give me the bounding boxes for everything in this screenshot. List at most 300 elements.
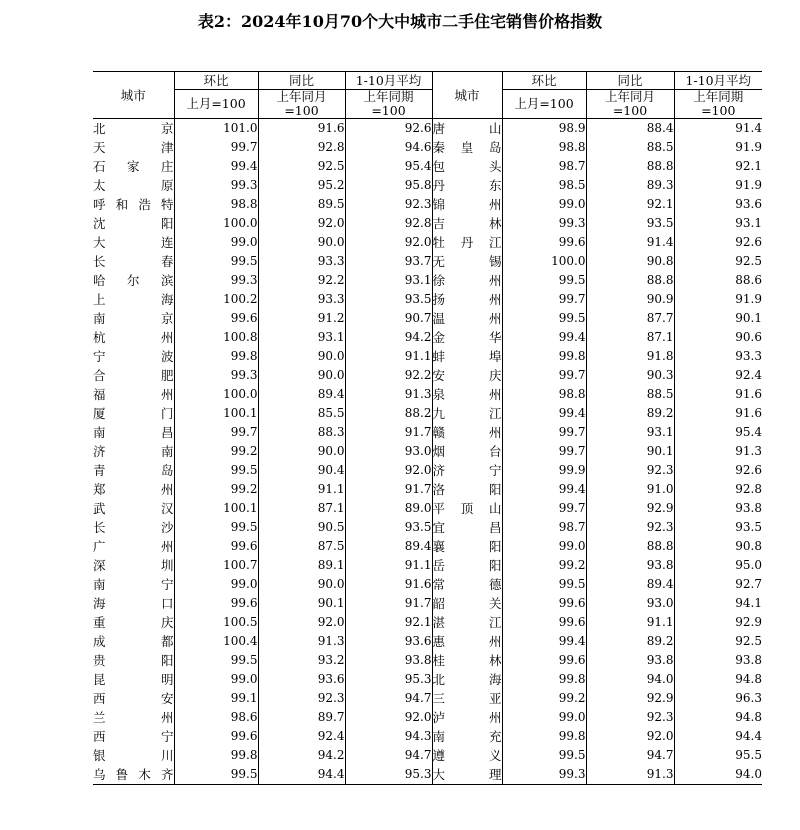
value-cell: 92.9 [586,499,674,518]
value-cell: 99.5 [174,651,258,670]
city-cell: 洛阳 [432,482,502,497]
value-cell: 92.0 [586,727,674,746]
table-row [93,366,762,385]
city-cell: 遵义 [432,748,502,763]
value-cell: 99.6 [174,309,258,328]
header-avg-base-right: 上年同期 =100 [674,90,762,119]
city-cell: 深圳 [93,558,174,573]
value-cell: 99.1 [174,689,258,708]
value-cell: 88.4 [586,119,674,139]
city-cell: 福州 [93,387,174,402]
city-cell: 蚌埠 [432,349,502,364]
value-cell: 93.6 [258,670,345,689]
value-cell: 99.7 [502,366,586,385]
table-row [93,575,762,594]
city-cell: 贵阳 [93,653,174,668]
table-row [93,328,762,347]
value-cell: 95.3 [345,765,432,785]
value-cell: 87.1 [586,328,674,347]
price-index-table [93,71,762,785]
value-cell: 92.7 [674,575,762,594]
value-cell: 99.6 [174,727,258,746]
value-cell: 98.7 [502,518,586,537]
city-cell: 安庆 [432,368,502,383]
value-cell: 94.7 [345,689,432,708]
value-cell: 93.8 [345,651,432,670]
city-cell: 丹东 [432,178,502,193]
table-row [93,214,762,233]
value-cell: 98.6 [174,708,258,727]
value-cell: 91.6 [258,119,345,139]
value-cell: 94.3 [345,727,432,746]
value-cell: 100.2 [174,290,258,309]
table-row [93,271,762,290]
table-row [93,689,762,708]
value-cell: 99.8 [174,347,258,366]
city-cell: 岳阳 [432,558,502,573]
value-cell: 93.5 [586,214,674,233]
value-cell: 89.4 [345,537,432,556]
value-cell: 95.4 [674,423,762,442]
value-cell: 99.2 [174,442,258,461]
city-cell: 西安 [93,691,174,706]
city-cell: 上海 [93,292,174,307]
header-avg-left: 1-10月平均 [345,72,432,90]
value-cell: 99.2 [502,689,586,708]
city-cell: 大连 [93,235,174,250]
value-cell: 94.8 [674,708,762,727]
value-cell: 93.6 [674,195,762,214]
value-cell: 95.4 [345,157,432,176]
city-cell: 石家庄 [93,159,174,174]
value-cell: 94.2 [345,328,432,347]
value-cell: 90.0 [258,575,345,594]
value-cell: 94.4 [674,727,762,746]
value-cell: 93.3 [674,347,762,366]
value-cell: 99.4 [502,328,586,347]
city-cell: 宜昌 [432,520,502,535]
city-cell: 桂林 [432,653,502,668]
value-cell: 99.6 [502,594,586,613]
value-cell: 100.0 [174,214,258,233]
value-cell: 90.8 [674,537,762,556]
value-cell: 100.0 [502,252,586,271]
city-cell: 锦州 [432,197,502,212]
value-cell: 88.8 [586,157,674,176]
city-cell: 西宁 [93,729,174,744]
value-cell: 94.0 [586,670,674,689]
value-cell: 92.0 [258,613,345,632]
header-yoy-left: 同比 [258,72,345,90]
value-cell: 89.1 [258,556,345,575]
value-cell: 92.3 [258,689,345,708]
table-row [93,556,762,575]
value-cell: 93.5 [345,518,432,537]
city-cell: 合肥 [93,368,174,383]
city-cell: 金华 [432,330,502,345]
table-row [93,499,762,518]
value-cell: 100.7 [174,556,258,575]
value-cell: 92.5 [258,157,345,176]
value-cell: 90.0 [258,442,345,461]
value-cell: 93.1 [674,214,762,233]
value-cell: 92.5 [674,252,762,271]
header-city-left: 城市 [93,72,174,119]
value-cell: 90.1 [586,442,674,461]
value-cell: 91.3 [258,632,345,651]
value-cell: 92.4 [258,727,345,746]
value-cell: 99.3 [174,271,258,290]
city-cell: 三亚 [432,691,502,706]
city-cell: 呼和浩特 [93,197,174,212]
city-cell: 长沙 [93,520,174,535]
value-cell: 87.7 [586,309,674,328]
table-row [93,613,762,632]
city-cell: 郑州 [93,482,174,497]
table-row [93,651,762,670]
value-cell: 90.1 [674,309,762,328]
table-row [93,157,762,176]
value-cell: 92.2 [258,271,345,290]
value-cell: 94.7 [345,746,432,765]
city-cell: 常德 [432,577,502,592]
value-cell: 92.9 [586,689,674,708]
value-cell: 99.0 [502,195,586,214]
value-cell: 87.1 [258,499,345,518]
city-cell: 乌鲁木齐 [93,765,174,785]
city-cell: 济南 [93,444,174,459]
header-city-right: 城市 [432,72,502,119]
value-cell: 89.4 [586,575,674,594]
value-cell: 89.4 [258,385,345,404]
value-cell: 92.0 [345,233,432,252]
city-cell: 杭州 [93,330,174,345]
value-cell: 91.2 [258,309,345,328]
city-cell: 无锡 [432,254,502,269]
value-cell: 92.6 [345,119,432,139]
city-cell: 银川 [93,748,174,763]
value-cell: 89.2 [586,404,674,423]
city-cell: 惠州 [432,634,502,649]
value-cell: 88.8 [586,537,674,556]
value-cell: 94.6 [345,138,432,157]
city-cell: 南昌 [93,425,174,440]
value-cell: 98.5 [502,176,586,195]
value-cell: 89.7 [258,708,345,727]
value-cell: 88.8 [586,271,674,290]
value-cell: 99.9 [502,461,586,480]
value-cell: 99.4 [502,404,586,423]
city-cell: 唐山 [432,119,502,139]
city-cell: 广州 [93,539,174,554]
value-cell: 100.8 [174,328,258,347]
table-row [93,461,762,480]
value-cell: 91.1 [345,556,432,575]
value-cell: 92.8 [345,214,432,233]
value-cell: 98.7 [502,157,586,176]
value-cell: 89.5 [258,195,345,214]
value-cell: 91.9 [674,290,762,309]
value-cell: 99.3 [502,765,586,785]
value-cell: 99.7 [502,423,586,442]
value-cell: 90.1 [258,594,345,613]
value-cell: 90.0 [258,366,345,385]
table-row [93,594,762,613]
city-cell: 成都 [93,634,174,649]
value-cell: 98.8 [174,195,258,214]
value-cell: 90.5 [258,518,345,537]
city-cell: 昆明 [93,672,174,687]
value-cell: 98.8 [502,385,586,404]
table-row [93,518,762,537]
value-cell: 99.6 [174,594,258,613]
table-row [93,404,762,423]
value-cell: 99.7 [502,290,586,309]
value-cell: 95.5 [674,746,762,765]
value-cell: 99.2 [174,480,258,499]
city-cell: 太原 [93,178,174,193]
city-cell: 韶关 [432,596,502,611]
table-row [93,423,762,442]
value-cell: 90.4 [258,461,345,480]
table-row [93,442,762,461]
value-cell: 99.5 [502,309,586,328]
value-cell: 92.3 [586,708,674,727]
value-cell: 99.6 [174,537,258,556]
table-title: 表2：2024年10月70个大中城市二手住宅销售价格指数 [197,12,603,31]
value-cell: 99.3 [174,176,258,195]
value-cell: 98.8 [502,138,586,157]
value-cell: 92.3 [586,461,674,480]
table-row [93,195,762,214]
table-row [93,347,762,366]
city-cell: 厦门 [93,406,174,421]
value-cell: 91.0 [586,480,674,499]
value-cell: 99.0 [502,708,586,727]
value-cell: 93.6 [345,632,432,651]
header-mom-right: 环比 [502,72,586,90]
city-cell: 温州 [432,311,502,326]
value-cell: 94.1 [674,594,762,613]
value-cell: 91.6 [674,385,762,404]
value-cell: 99.7 [502,442,586,461]
header-avg-right: 1-10月平均 [674,72,762,90]
value-cell: 91.6 [345,575,432,594]
value-cell: 91.8 [586,347,674,366]
value-cell: 91.7 [345,594,432,613]
value-cell: 99.3 [174,366,258,385]
table-row [93,138,762,157]
value-cell: 99.2 [502,556,586,575]
value-cell: 92.9 [674,613,762,632]
value-cell: 90.7 [345,309,432,328]
city-cell: 哈尔滨 [93,273,174,288]
table-row [93,385,762,404]
header-yoy-base-right: 上年同月 =100 [586,90,674,119]
value-cell: 99.8 [502,670,586,689]
header-avg-base-left: 上年同期 =100 [345,90,432,119]
value-cell: 93.2 [258,651,345,670]
value-cell: 100.5 [174,613,258,632]
value-cell: 92.0 [345,708,432,727]
table-row [93,708,762,727]
table-row [93,233,762,252]
city-cell: 海口 [93,596,174,611]
value-cell: 93.0 [586,594,674,613]
city-cell: 吉林 [432,216,502,231]
value-cell: 95.8 [345,176,432,195]
city-cell: 南充 [432,729,502,744]
value-cell: 92.1 [345,613,432,632]
value-cell: 99.4 [502,480,586,499]
city-cell: 泸州 [432,710,502,725]
value-cell: 93.7 [345,252,432,271]
value-cell: 99.7 [174,138,258,157]
value-cell: 99.8 [174,746,258,765]
table-row [93,119,762,139]
value-cell: 92.2 [345,366,432,385]
value-cell: 92.6 [674,461,762,480]
value-cell: 99.6 [502,613,586,632]
table-row [93,252,762,271]
value-cell: 99.5 [174,518,258,537]
city-cell: 烟台 [432,444,502,459]
value-cell: 99.5 [502,746,586,765]
value-cell: 91.1 [258,480,345,499]
value-cell: 92.5 [674,632,762,651]
value-cell: 92.1 [674,157,762,176]
value-cell: 91.6 [674,404,762,423]
table-row [93,765,762,785]
value-cell: 99.4 [174,157,258,176]
value-cell: 93.1 [258,328,345,347]
value-cell: 93.5 [345,290,432,309]
value-cell: 95.0 [674,556,762,575]
city-cell: 天津 [93,140,174,155]
city-cell: 武汉 [93,501,174,516]
value-cell: 91.1 [586,613,674,632]
value-cell: 88.2 [345,404,432,423]
value-cell: 100.1 [174,499,258,518]
table-row [93,670,762,689]
city-cell: 青岛 [93,463,174,478]
table-row [93,290,762,309]
value-cell: 91.3 [674,442,762,461]
value-cell: 93.1 [345,271,432,290]
value-cell: 99.5 [502,575,586,594]
city-cell: 济宁 [432,463,502,478]
city-cell: 大理 [432,765,502,785]
value-cell: 92.4 [674,366,762,385]
value-cell: 101.0 [174,119,258,139]
value-cell: 93.3 [258,252,345,271]
value-cell: 90.8 [586,252,674,271]
city-cell: 南宁 [93,577,174,592]
value-cell: 99.0 [502,537,586,556]
value-cell: 94.2 [258,746,345,765]
value-cell: 93.0 [345,442,432,461]
value-cell: 94.0 [674,765,762,785]
table-row [93,727,762,746]
value-cell: 92.3 [586,518,674,537]
value-cell: 87.5 [258,537,345,556]
table-row [93,537,762,556]
value-cell: 91.3 [345,385,432,404]
city-cell: 北京 [93,121,174,136]
value-cell: 90.9 [586,290,674,309]
value-cell: 92.0 [258,214,345,233]
value-cell: 94.8 [674,670,762,689]
table-row [93,746,762,765]
table-row [93,309,762,328]
value-cell: 100.1 [174,404,258,423]
value-cell: 99.5 [174,765,258,785]
value-cell: 95.2 [258,176,345,195]
value-cell: 91.7 [345,480,432,499]
value-cell: 99.3 [502,214,586,233]
city-cell: 秦皇岛 [432,140,502,155]
value-cell: 99.6 [502,651,586,670]
table-row [93,176,762,195]
city-cell: 扬州 [432,292,502,307]
value-cell: 99.8 [502,727,586,746]
value-cell: 88.5 [586,385,674,404]
value-cell: 88.5 [586,138,674,157]
table-row [93,480,762,499]
city-cell: 徐州 [432,273,502,288]
value-cell: 99.5 [174,252,258,271]
value-cell: 91.9 [674,138,762,157]
value-cell: 91.4 [586,233,674,252]
value-cell: 92.6 [674,233,762,252]
value-cell: 100.4 [174,632,258,651]
value-cell: 91.4 [674,119,762,139]
header-mom-base-left: 上月=100 [174,90,258,119]
city-cell: 沈阳 [93,216,174,231]
value-cell: 93.5 [674,518,762,537]
header-mom-left: 环比 [174,72,258,90]
city-cell: 牡丹江 [432,235,502,250]
city-cell: 兰州 [93,710,174,725]
value-cell: 92.3 [345,195,432,214]
value-cell: 85.5 [258,404,345,423]
city-cell: 赣州 [432,425,502,440]
value-cell: 94.7 [586,746,674,765]
value-cell: 92.8 [258,138,345,157]
value-cell: 93.8 [674,499,762,518]
value-cell: 89.0 [345,499,432,518]
value-cell: 99.0 [174,233,258,252]
value-cell: 92.0 [345,461,432,480]
value-cell: 98.9 [502,119,586,139]
value-cell: 99.7 [174,423,258,442]
city-cell: 泉州 [432,387,502,402]
city-cell: 重庆 [93,615,174,630]
value-cell: 93.8 [586,556,674,575]
value-cell: 92.8 [674,480,762,499]
city-cell: 包头 [432,159,502,174]
header-mom-base-right: 上月=100 [502,90,586,119]
value-cell: 91.3 [586,765,674,785]
value-cell: 90.0 [258,233,345,252]
value-cell: 99.8 [502,347,586,366]
city-cell: 襄阳 [432,539,502,554]
table-row [93,632,762,651]
value-cell: 100.0 [174,385,258,404]
city-cell: 宁波 [93,349,174,364]
value-cell: 93.3 [258,290,345,309]
city-cell: 平顶山 [432,501,502,516]
